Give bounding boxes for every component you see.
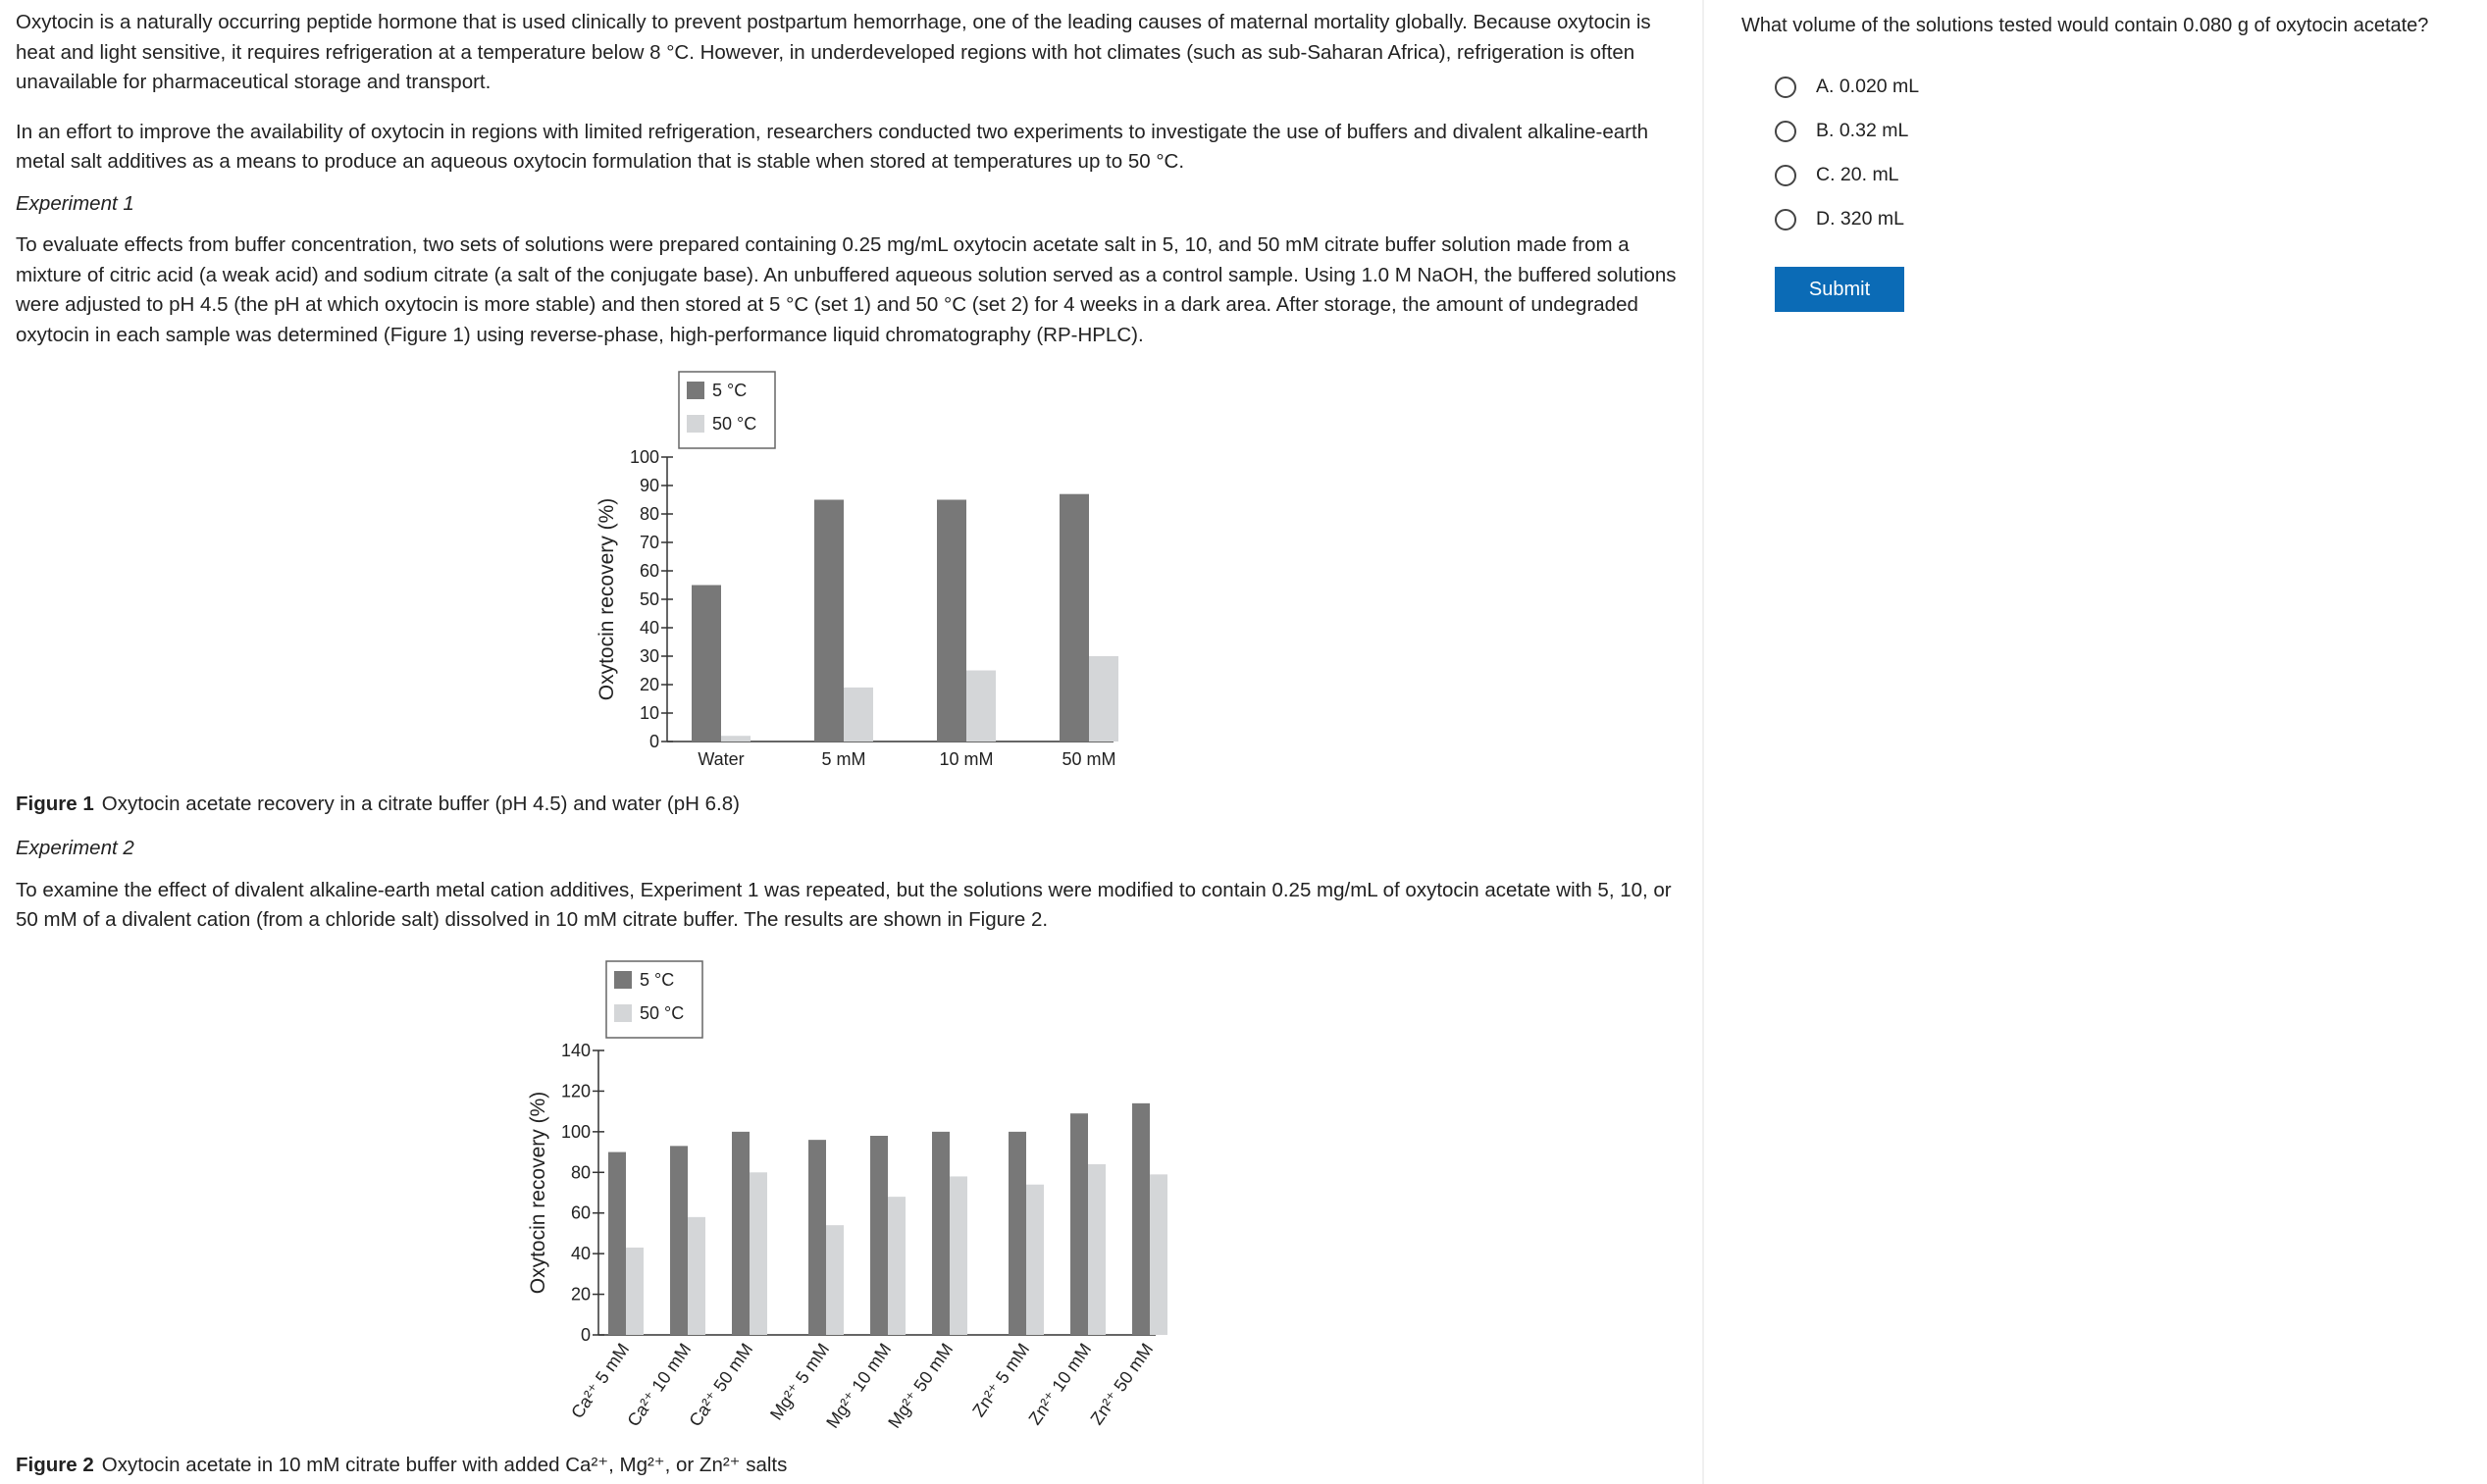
bar-8-0 <box>1132 1103 1150 1335</box>
y-tick-label-70: 70 <box>639 533 659 552</box>
x-tick-label-8: Zn²⁺ 50 mM <box>1086 1339 1158 1429</box>
bar-1-1 <box>688 1217 705 1335</box>
x-tick-label-7: Zn²⁺ 10 mM <box>1024 1339 1096 1429</box>
passage <box>16 8 1684 362</box>
option-d[interactable] <box>1741 197 2467 241</box>
option-d-label: D. 320 mL <box>1816 208 1904 230</box>
bar-2-1 <box>750 1172 767 1335</box>
legend-swatch-0 <box>687 382 704 399</box>
y-tick-label-80: 80 <box>570 1162 591 1183</box>
legend-swatch-0 <box>614 971 632 989</box>
bar-4-1 <box>888 1197 906 1335</box>
bar-1-1 <box>844 688 873 742</box>
option-a-label: A. 0.020 mL <box>1816 76 1920 97</box>
figure-1-caption <box>16 793 740 816</box>
bar-0-0 <box>692 586 721 742</box>
y-tick-label-100: 100 <box>560 1121 591 1142</box>
passage-exp2 <box>16 834 1684 947</box>
legend-label-1: 50 °C <box>640 1003 685 1023</box>
x-tick-label-0: Water <box>698 749 745 769</box>
radio-c[interactable] <box>1775 165 1796 186</box>
x-tick-label-2: 10 mM <box>939 749 994 769</box>
y-tick-label-0: 0 <box>648 732 659 751</box>
bar-0-1 <box>626 1248 644 1335</box>
radio-a[interactable] <box>1775 77 1796 98</box>
bar-2-0 <box>937 500 966 742</box>
bar-8-1 <box>1150 1174 1167 1335</box>
y-tick-label-60: 60 <box>570 1203 591 1223</box>
legend-label-1: 50 °C <box>712 414 757 434</box>
x-tick-label-1: Ca²⁺ 10 mM <box>623 1339 696 1431</box>
x-tick-label-3: 50 mM <box>1062 749 1116 769</box>
figure-1-label: Figure 1 <box>16 793 94 815</box>
y-tick-label-90: 90 <box>639 476 659 495</box>
option-a[interactable] <box>1741 65 2467 109</box>
radio-b[interactable] <box>1775 121 1796 142</box>
purpose-paragraph: In an effort to improve the availability of oxytocin in regions with limited refrigeration, researchers conducted two experiments to investigate the use of buffers and divalent alkaline-earth metal salt additives as a means to produce an aqueous oxytocin formulation that is stable when stored at temperatures up to 50 °C. <box>16 120 1649 173</box>
panel-divider <box>1702 0 1704 1484</box>
submit-button[interactable]: Submit <box>1775 267 1904 312</box>
x-tick-label-6: Zn²⁺ 5 mM <box>968 1339 1034 1421</box>
y-tick-label-20: 20 <box>639 675 659 694</box>
intro-paragraph: Oxytocin is a naturally occurring peptide hormone that is used clinically to prevent postpartum hemorrhage, one of the leading causes of maternal mortality globally. Because oxytocin is heat and light sensitive, it requires refrigeration at a temperature below 8 °C. However, in underdeveloped regions with hot climates (such as sub-Saharan Africa), refrigeration is often unavailable for pharmaceutical storage and transport. <box>16 11 1651 93</box>
bar-5-1 <box>950 1176 967 1335</box>
y-tick-label-40: 40 <box>639 618 659 638</box>
question-text: What volume of the solutions tested would contain 0.080 g of oxytocin acetate? <box>1741 15 2429 36</box>
bar-6-0 <box>1009 1132 1026 1335</box>
bar-2-0 <box>732 1132 750 1335</box>
y-tick-label-20: 20 <box>570 1284 591 1305</box>
legend-label-0: 5 °C <box>640 970 675 990</box>
figure-1-caption-text: Oxytocin acetate recovery in a citrate buffer (pH 4.5) and water (pH 6.8) <box>101 793 740 815</box>
experiment2-title: Experiment 2 <box>16 837 134 859</box>
y-tick-label-60: 60 <box>639 561 659 581</box>
experiment1-title: Experiment 1 <box>16 191 134 215</box>
y-axis-label: Oxytocin recovery (%) <box>527 1091 549 1295</box>
y-tick-label-40: 40 <box>570 1244 591 1264</box>
bar-7-0 <box>1070 1113 1088 1335</box>
x-tick-label-3: Mg²⁺ 5 mM <box>765 1339 834 1424</box>
option-c-label: C. 20. mL <box>1816 164 1899 185</box>
figure-1-svg <box>589 363 1138 785</box>
y-tick-label-0: 0 <box>580 1325 591 1345</box>
bar-3-1 <box>826 1225 844 1335</box>
legend-swatch-1 <box>687 415 704 433</box>
y-tick-label-100: 100 <box>629 447 659 467</box>
y-tick-label-140: 140 <box>560 1041 591 1060</box>
bar-2-1 <box>966 671 996 742</box>
x-tick-label-5: Mg²⁺ 50 mM <box>884 1339 958 1432</box>
x-tick-label-4: Mg²⁺ 10 mM <box>822 1339 896 1432</box>
option-c[interactable] <box>1741 153 2467 197</box>
y-tick-label-10: 10 <box>639 703 659 723</box>
bar-1-0 <box>670 1146 688 1335</box>
x-tick-label-1: 5 mM <box>821 749 866 769</box>
experiment2-text: To examine the effect of divalent alkaline-earth metal cation additives, Experiment 1 was repeated, but the solutions were modified to contain 0.25 mg/mL of oxytocin acetate with 5, 10, or 50 mM of a divalent cation (from a chloride salt) dissolved in 10 mM citrate buffer. The results are shown in Figure 2. <box>16 878 1672 931</box>
option-b-label: B. 0.32 mL <box>1816 120 1909 141</box>
bar-0-0 <box>608 1152 626 1335</box>
x-tick-label-2: Ca²⁺ 50 mM <box>685 1339 757 1431</box>
y-axis-label: Oxytocin recovery (%) <box>596 497 618 701</box>
figure-2-chart <box>520 956 1207 1452</box>
radio-d[interactable] <box>1775 209 1796 230</box>
y-tick-label-30: 30 <box>639 646 659 666</box>
y-tick-label-120: 120 <box>560 1081 591 1101</box>
y-tick-label-50: 50 <box>639 589 659 609</box>
bar-3-1 <box>1089 656 1118 742</box>
option-b[interactable] <box>1741 109 2467 153</box>
legend-label-0: 5 °C <box>712 381 748 400</box>
figure-2-caption <box>16 1453 787 1477</box>
bar-5-0 <box>932 1132 950 1335</box>
figure-2-label: Figure 2 <box>16 1454 94 1476</box>
bar-1-0 <box>814 500 844 742</box>
x-tick-label-0: Ca²⁺ 5 mM <box>567 1339 634 1422</box>
legend-swatch-1 <box>614 1004 632 1022</box>
figure-1-chart <box>589 363 1138 790</box>
bar-6-1 <box>1026 1185 1044 1335</box>
figure-2-svg <box>520 956 1207 1447</box>
experiment1-text: To evaluate effects from buffer concentration, two sets of solutions were prepared containing 0.25 mg/mL oxytocin acetate salt in 5, 10, and 50 mM citrate buffer solution made from a mixture of citric acid (a weak acid) and sodium citrate (a salt of the conjugate base). An unbuffered aqueous solution served as a control sample. Using 1.0 M NaOH, the buffered solutions were adjusted to pH 4.5 (the pH at which oxytocin is more stable) and then stored at 5 °C (set 1) and 50 °C (set 2) for 4 weeks in a dark area. After storage, the amount of undegraded oxytocin in each sample was determined (Figure 1) using reverse-phase, high-performance liquid chromatography (RP-HPLC). <box>16 233 1677 346</box>
figure-2-caption-text: Oxytocin acetate in 10 mM citrate buffer with added Ca²⁺, Mg²⁺, or Zn²⁺ salts <box>101 1454 788 1476</box>
bar-0-1 <box>721 736 751 742</box>
bar-4-0 <box>870 1136 888 1335</box>
bar-3-0 <box>808 1140 826 1335</box>
question-panel <box>1741 12 2467 312</box>
bar-3-0 <box>1060 494 1089 742</box>
y-tick-label-80: 80 <box>639 504 659 524</box>
bar-7-1 <box>1088 1164 1106 1335</box>
